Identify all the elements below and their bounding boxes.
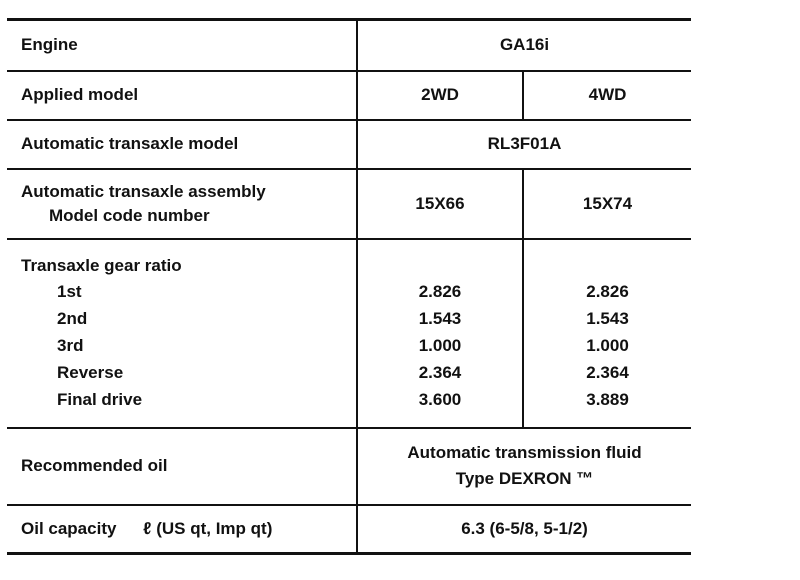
gear-value-2wd: 3.600	[418, 389, 462, 409]
row-oil-capacity	[7, 505, 691, 554]
transaxle-model-value: RL3F01A	[357, 120, 691, 169]
gear-name-1st: 1st	[57, 281, 82, 301]
engine-label: Engine	[7, 20, 357, 71]
spec-table	[7, 18, 691, 555]
gear-name-3rd: 3rd	[57, 335, 84, 355]
row-engine	[7, 20, 691, 71]
applied-model-label: Applied model	[7, 71, 357, 120]
transaxle-model-label: Automatic transaxle model	[7, 120, 357, 169]
gear-name-reverse: Reverse	[57, 362, 124, 382]
gear-ratio-title: Transaxle gear ratio	[21, 255, 182, 275]
gear-value-4wd: 1.543	[586, 308, 629, 328]
assembly-2wd: 15X66	[357, 169, 523, 239]
gear-value-4wd: 3.889	[586, 389, 629, 409]
row-transaxle-model	[7, 120, 691, 169]
oil-capacity-label	[7, 505, 357, 554]
row-gear-ratio	[7, 239, 691, 428]
gear-name-2nd: 2nd	[57, 308, 88, 328]
assembly-label	[7, 169, 357, 239]
gear-value-4wd: 2.826	[586, 281, 629, 301]
oil-value-line1: Automatic transmission fluid	[407, 443, 642, 462]
recommended-oil-value	[357, 428, 691, 505]
gear-name-final-drive: Final drive	[57, 389, 143, 409]
engine-value: GA16i	[357, 20, 691, 71]
gear-ratio-2wd	[357, 239, 523, 428]
gear-value-2wd: 2.364	[418, 362, 462, 382]
assembly-label-line2: Model code number	[49, 205, 210, 225]
oil-capacity-text: Oil capacity	[21, 518, 117, 538]
gear-value-2wd: 1.000	[418, 335, 462, 355]
oil-capacity-unit: ℓ (US qt, Imp qt)	[143, 518, 273, 538]
applied-model-4wd: 4WD	[523, 71, 691, 120]
applied-model-2wd: 2WD	[357, 71, 523, 120]
gear-ratio-4wd	[523, 239, 691, 428]
assembly-label-line1: Automatic transaxle assembly	[21, 181, 266, 201]
oil-capacity-value: 6.3 (6-5/8, 5-1/2)	[357, 505, 691, 554]
oil-value-line2: Type DEXRON ™	[455, 469, 594, 488]
row-recommended-oil	[7, 428, 691, 505]
recommended-oil-label: Recommended oil	[7, 428, 357, 505]
gear-value-4wd: 2.364	[586, 362, 629, 382]
assembly-4wd: 15X74	[523, 169, 691, 239]
row-applied-model	[7, 71, 691, 120]
gear-value-4wd: 1.000	[586, 335, 629, 355]
row-assembly	[7, 169, 691, 239]
gear-value-2wd: 2.826	[418, 281, 462, 301]
gear-value-2wd: 1.543	[418, 308, 462, 328]
gear-ratio-label	[7, 239, 357, 428]
